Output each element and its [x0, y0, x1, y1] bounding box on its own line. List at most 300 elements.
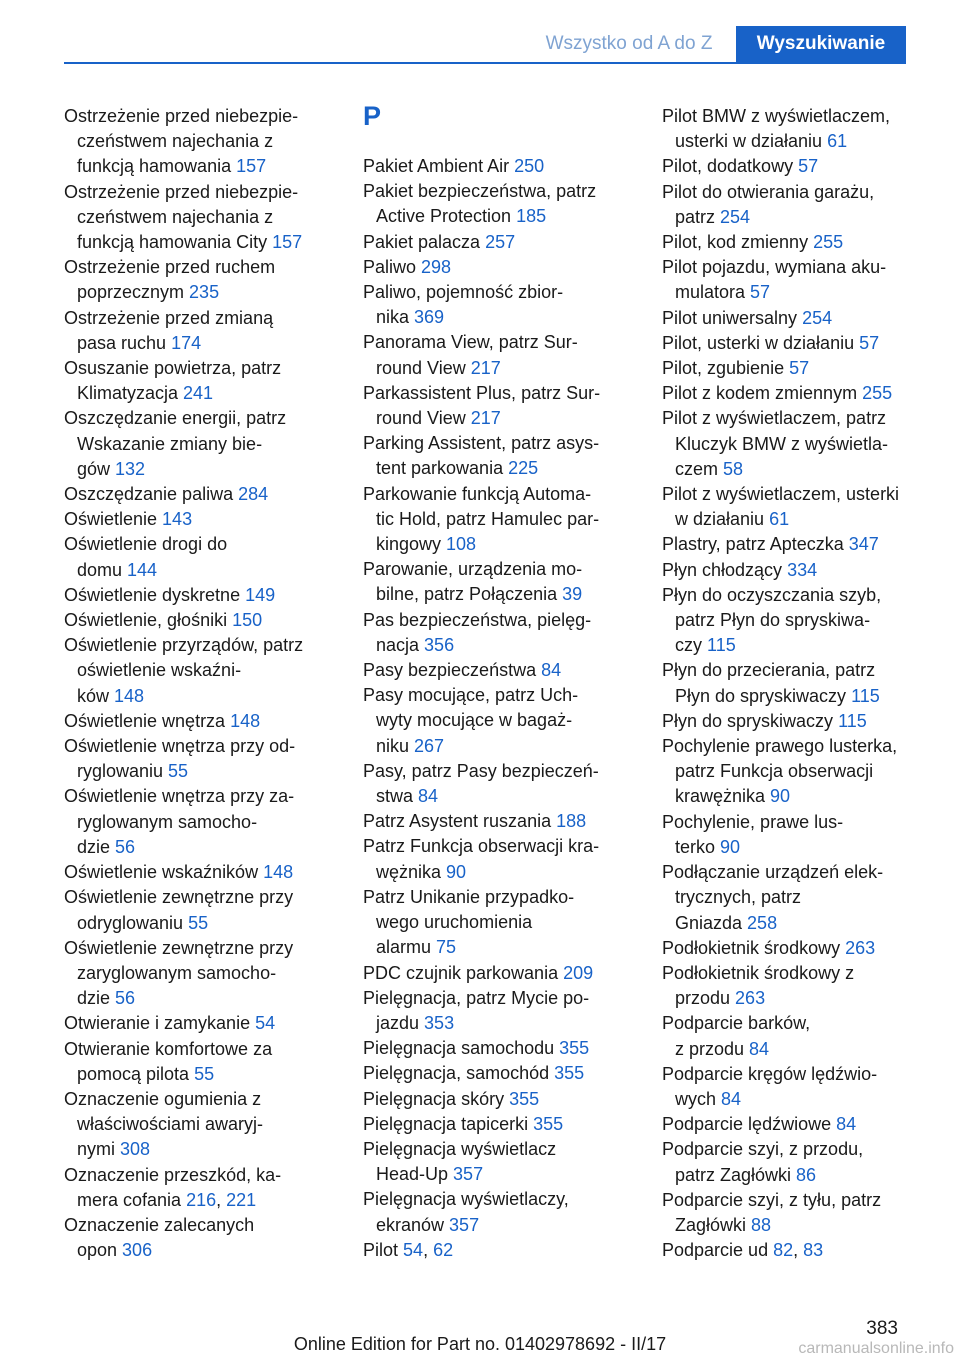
index-entry: [662, 306, 952, 331]
index-entry: [64, 1213, 339, 1263]
entry-text: Active Protection: [376, 206, 517, 227]
page-link[interactable]: 84: [418, 786, 439, 807]
index-entry: [64, 709, 339, 734]
page-link[interactable]: 357: [453, 1164, 484, 1185]
page-link[interactable]: 56: [115, 988, 136, 1009]
page-link[interactable]: 148: [114, 685, 145, 706]
entry-text: czeństwem najechania z: [77, 131, 274, 152]
entry-text: Pielęgnacja, patrz Mycie po-: [363, 987, 590, 1008]
entry-text: ryglowaniu: [77, 761, 169, 782]
entry-text: Pilot: [363, 1239, 404, 1260]
entry-text: Pilot, kod zmienny: [662, 232, 814, 253]
index-entry: [363, 1187, 643, 1237]
entry-text: Wskazanie zmiany bie-: [77, 433, 263, 454]
page-link[interactable]: 334: [787, 559, 818, 580]
entry-text: dzie: [77, 836, 116, 857]
page-link[interactable]: 258: [747, 912, 778, 933]
index-entry: [64, 507, 339, 532]
index-entry: [363, 759, 643, 809]
entry-text: ków: [77, 685, 115, 706]
entry-text: mera cofania: [77, 1189, 187, 1210]
entry-text: Oszczędzanie energii, patrz: [64, 408, 287, 429]
entry-text: wych: [675, 1088, 722, 1109]
page-link[interactable]: 61: [827, 131, 848, 152]
entry-text: trycznych, patrz: [675, 887, 802, 908]
page-link[interactable]: 57: [859, 332, 880, 353]
page-link[interactable]: 148: [230, 710, 261, 731]
entry-text: Pilot z kodem zmiennym: [662, 383, 863, 404]
entry-text: Osuszanie powietrza, patrz: [64, 358, 282, 379]
entry-text: Oznaczenie zalecanych: [64, 1214, 255, 1235]
page-link[interactable]: 355: [554, 1063, 585, 1084]
index-entry: [64, 583, 339, 608]
page-link[interactable]: 254: [802, 307, 833, 328]
entry-text: Oświetlenie drogi do: [64, 534, 228, 555]
entry-text: Oświetlenie wnętrza przy za-: [64, 786, 295, 807]
index-entry: [64, 532, 339, 582]
page-header: [0, 26, 960, 62]
entry-text: wężnika: [376, 861, 447, 882]
page-separator: ,: [423, 1239, 434, 1260]
page-link[interactable]: 174: [171, 332, 202, 353]
entry-text: Patrz Asystent ruszania: [363, 811, 557, 832]
index-entry: [662, 532, 952, 557]
index-entry: [662, 230, 952, 255]
entry-text: Płyn do spryskiwaczy: [675, 685, 852, 706]
entry-text: Oświetlenie zewnętrzne przy: [64, 887, 294, 908]
page-link[interactable]: 298: [421, 256, 452, 277]
entry-text: Pasy mocujące, patrz Uch-: [363, 685, 579, 706]
entry-text: oświetlenie wskaźni-: [77, 660, 242, 681]
page-link[interactable]: 369: [414, 307, 445, 328]
page-link[interactable]: 355: [509, 1088, 540, 1109]
page-link[interactable]: 57: [798, 156, 819, 177]
entry-text: PDC czujnik parkowania: [363, 962, 564, 983]
index-entry: [363, 482, 643, 558]
page-link[interactable]: 355: [533, 1113, 564, 1134]
page-link[interactable]: 75: [436, 937, 457, 958]
index-entry: [363, 608, 643, 658]
entry-text: Ostrzeżenie przed ruchem: [64, 257, 276, 278]
index-entry: [363, 557, 643, 607]
page-link[interactable]: 86: [796, 1164, 817, 1185]
watermark: carmanualsonline.info: [798, 1340, 954, 1357]
entry-text: Pakiet Ambient Air: [363, 156, 515, 176]
index-entry: [662, 356, 952, 381]
entry-text: Parkassistent Plus, patrz Sur-: [363, 382, 601, 403]
entry-text: Pakiet bezpieczeństwa, patrz: [363, 181, 597, 202]
index-entry: [662, 810, 952, 860]
index-entry: [662, 1112, 952, 1137]
entry-text: round View: [376, 357, 471, 378]
index-entry: [662, 860, 952, 936]
index-entry: [64, 406, 339, 482]
page-link[interactable]: 84: [541, 660, 562, 681]
index-entry: [363, 1137, 643, 1187]
index-entry: [363, 179, 643, 229]
page-link[interactable]: 255: [862, 383, 893, 404]
page-link[interactable]: 57: [750, 282, 771, 303]
page-link[interactable]: 54: [403, 1239, 424, 1260]
entry-text: bilne, patrz Połączenia: [376, 584, 563, 605]
entry-text: Zagłówki: [675, 1214, 752, 1235]
index-entry: [64, 734, 339, 784]
page-link[interactable]: 61: [769, 509, 790, 530]
entry-text: patrz Zagłówki: [675, 1164, 797, 1185]
entry-text: Parkowanie funkcją Automa-: [363, 483, 592, 504]
index-entry: [662, 180, 952, 230]
index-entry: [363, 1087, 643, 1112]
entry-text: Otwieranie komfortowe za: [64, 1038, 273, 1059]
page-link[interactable]: 90: [770, 786, 791, 807]
entry-text: usterki w działaniu: [675, 131, 828, 152]
section-letter: P: [363, 101, 382, 131]
index-entry: [662, 1238, 952, 1263]
index-entry: [662, 104, 952, 154]
entry-text: Ostrzeżenie przed niebezpie-: [64, 181, 299, 202]
entry-text: nymi: [77, 1139, 121, 1160]
page-link[interactable]: 115: [838, 710, 867, 731]
page-link[interactable]: 90: [720, 836, 741, 857]
entry-text: Parking Assistent, patrz asys-: [363, 433, 600, 454]
entry-text: Podłokietnik środkowy z: [662, 962, 855, 983]
page-link[interactable]: 188: [556, 811, 587, 832]
index-entry: [363, 986, 643, 1036]
entry-text: Pielęgnacja samochodu: [363, 1038, 560, 1059]
entry-text: patrz: [675, 206, 721, 227]
index-entry: [662, 709, 952, 734]
entry-text: Pilot z wyświetlaczem, patrz: [662, 408, 887, 429]
page-link[interactable]: 250: [514, 156, 545, 176]
footer-edition: Online Edition for Part no. 01402978692 - II/17: [293, 1334, 667, 1354]
entry-text: wyty mocujące w bagaż-: [376, 710, 573, 731]
entry-text: Płyn do przecierania, patrz: [662, 660, 876, 681]
page-link[interactable]: 150: [232, 610, 263, 631]
page-link[interactable]: 55: [188, 912, 209, 933]
entry-text: Ostrzeżenie przed niebezpie-: [64, 106, 299, 126]
index-entry: [363, 381, 643, 431]
entry-text: Płyn do spryskiwaczy: [662, 710, 839, 731]
index-entry: [64, 784, 339, 860]
entry-text: Pielęgnacja skóry: [363, 1088, 510, 1109]
page-link[interactable]: 157: [272, 232, 303, 253]
index-entry: [662, 1011, 952, 1061]
page-link[interactable]: 57: [789, 358, 810, 379]
page-link[interactable]: 56: [115, 836, 136, 857]
entry-text: Pielęgnacja wyświetlacz: [363, 1138, 557, 1159]
page-link[interactable]: 84: [721, 1088, 742, 1109]
page-link[interactable]: 284: [238, 484, 269, 505]
page-link[interactable]: 255: [813, 232, 844, 253]
page-link[interactable]: 108: [446, 534, 477, 555]
entry-text: Oznaczenie przeszkód, ka-: [64, 1164, 282, 1185]
index-entry: [662, 936, 952, 961]
entry-text: patrz Płyn do spryskiwa-: [675, 610, 871, 631]
page-link[interactable]: 157: [236, 156, 267, 177]
entry-text: jazdu: [376, 1012, 425, 1033]
entry-text: funkcją hamowania: [77, 156, 237, 177]
index-entry: [64, 104, 339, 180]
index-entry: [363, 885, 643, 961]
index-entry: [363, 1238, 643, 1263]
header-section-title: Wszystko od A do Z: [545, 33, 713, 54]
page-link[interactable]: 84: [836, 1114, 857, 1135]
page-link[interactable]: 254: [720, 206, 751, 227]
page-link[interactable]: 356: [424, 634, 455, 655]
page-link[interactable]: 221: [226, 1189, 257, 1210]
page-link[interactable]: 347: [848, 534, 879, 555]
entry-text: Podłokietnik środkowy: [662, 937, 846, 958]
entry-text: Podparcie kręgów lędźwio-: [662, 1063, 878, 1084]
index-entry: [363, 1112, 643, 1137]
entry-text: Pakiet palacza: [363, 231, 486, 252]
page-link[interactable]: 84: [749, 1038, 770, 1059]
page-link[interactable]: 263: [845, 937, 876, 958]
page-link[interactable]: 58: [723, 458, 744, 479]
entry-text: stwa: [376, 786, 419, 807]
entry-text: wego uruchomienia: [376, 912, 533, 933]
entry-text: Patrz Unikanie przypadko-: [363, 886, 575, 907]
entry-text: pomocą pilota: [77, 1063, 195, 1084]
index-entry: [363, 330, 643, 380]
index-entry: [363, 834, 643, 884]
index-entry: [662, 1188, 952, 1238]
index-entry: [662, 658, 952, 708]
page-link[interactable]: 225: [508, 458, 539, 479]
index-entry: [64, 633, 339, 709]
header-rule: [64, 62, 906, 64]
page-link[interactable]: 308: [120, 1139, 151, 1160]
page-link[interactable]: 353: [424, 1012, 455, 1033]
entry-text: Ostrzeżenie przed zmianą: [64, 307, 274, 328]
index-entry: [662, 583, 952, 659]
index-entry: [662, 1137, 952, 1187]
index-entry: [363, 280, 643, 330]
entry-text: Head-Up: [376, 1164, 454, 1185]
page-link[interactable]: 241: [183, 383, 214, 404]
entry-text: Patrz Funkcja obserwacji kra-: [363, 836, 600, 857]
index-entry: [64, 255, 339, 305]
entry-text: Podłączanie urządzeń elek-: [662, 862, 884, 883]
entry-text: Plastry, patrz Apteczka: [662, 534, 849, 555]
entry-text: Kluczyk BMW z wyświetla-: [675, 433, 889, 454]
entry-text: terko: [675, 836, 721, 857]
page-link[interactable]: 83: [803, 1240, 824, 1261]
page-separator: ,: [793, 1240, 804, 1261]
entry-text: Pilot, dodatkowy: [662, 156, 799, 177]
page-number: 383: [866, 1318, 898, 1339]
entry-text: alarmu: [376, 937, 437, 958]
page-link[interactable]: 149: [245, 584, 276, 605]
index-entry: [64, 1163, 339, 1213]
entry-text: Oświetlenie zewnętrzne przy: [64, 937, 294, 958]
page-link[interactable]: 39: [562, 584, 583, 605]
entry-text: Podparcie lędźwiowe: [662, 1114, 837, 1135]
index-entry: [363, 1061, 643, 1086]
entry-text: Oświetlenie wnętrza: [64, 710, 231, 731]
entry-text: round View: [376, 408, 471, 429]
index-entry: [64, 356, 339, 406]
page-link[interactable]: 216: [186, 1189, 217, 1210]
index-column-1: [64, 104, 339, 1263]
entry-text: Pochylenie, prawe lus-: [662, 811, 844, 832]
entry-text: z przodu: [675, 1038, 750, 1059]
entry-text: Podparcie szyi, z przodu,: [662, 1139, 864, 1160]
index-entry: [64, 1011, 339, 1036]
entry-text: Paliwo: [363, 256, 422, 277]
index-entry: [64, 180, 339, 256]
index-entry: [363, 961, 643, 986]
page-link[interactable]: 267: [414, 735, 445, 756]
entry-text: czem: [675, 458, 724, 479]
entry-text: Parowanie, urządzenia mo-: [363, 559, 583, 580]
index-entry: [64, 885, 339, 935]
index-entry: [662, 381, 952, 406]
entry-text: Pasy, patrz Pasy bezpieczeń-: [363, 760, 599, 781]
entry-text: właściwościami awaryj-: [77, 1114, 264, 1135]
page-link[interactable]: 144: [127, 559, 158, 580]
entry-text: Pilot z wyświetlaczem, usterki: [662, 484, 900, 505]
entry-text: Oświetlenie przyrządów, patrz: [64, 635, 304, 656]
entry-text: Pilot uniwersalny: [662, 307, 803, 328]
entry-text: Pochylenie prawego lusterka,: [662, 736, 898, 757]
entry-text: w działaniu: [675, 509, 770, 530]
entry-text: dzie: [77, 988, 116, 1009]
entry-text: Otwieranie i zamykanie: [64, 1013, 256, 1034]
index-entry: [662, 154, 952, 179]
entry-text: krawężnika: [675, 786, 771, 807]
entry-text: Pielęgnacja, samochód: [363, 1063, 555, 1084]
entry-text: tic Hold, patrz Hamulec par-: [376, 508, 600, 529]
page-link[interactable]: 115: [707, 635, 736, 656]
entry-text: Oświetlenie, głośniki: [64, 610, 233, 631]
page-link[interactable]: 82: [773, 1240, 794, 1261]
entry-text: kingowy: [376, 534, 447, 555]
index-entry: [662, 255, 952, 305]
index-entry: [363, 683, 643, 759]
entry-text: Podparcie szyi, z tyłu, patrz: [662, 1189, 882, 1210]
entry-text: Pielęgnacja wyświetlaczy,: [363, 1189, 569, 1210]
entry-text: ekranów: [376, 1214, 450, 1235]
page-link[interactable]: 235: [189, 282, 220, 303]
entry-text: Panorama View, patrz Sur-: [363, 332, 578, 353]
entry-text: Pasy bezpieczeństwa: [363, 660, 542, 681]
index-entry: [662, 331, 952, 356]
entry-text: gów: [77, 458, 116, 479]
index-entry: [363, 255, 643, 280]
entry-text: odryglowaniu: [77, 912, 189, 933]
index-entry: [363, 154, 643, 179]
page-link[interactable]: 143: [162, 509, 193, 530]
entry-text: Płyn do oczyszczania szyb,: [662, 584, 882, 605]
entry-text: funkcją hamowania City: [77, 232, 273, 253]
page-link[interactable]: 306: [122, 1240, 153, 1261]
page-link[interactable]: 115: [851, 685, 880, 706]
entry-text: poprzecznym: [77, 282, 190, 303]
entry-text: niku: [376, 735, 415, 756]
entry-text: Oznaczenie ogumienia z: [64, 1088, 262, 1109]
index-column-3: [662, 104, 952, 1263]
index-entry: [64, 936, 339, 1012]
page-separator: ,: [216, 1189, 227, 1210]
entry-text: Gniazda: [675, 912, 748, 933]
entry-text: Oszczędzanie paliwa: [64, 484, 239, 505]
index-entry: [64, 482, 339, 507]
entry-text: mulatora: [675, 282, 751, 303]
page-link[interactable]: 88: [751, 1214, 772, 1235]
entry-text: czeństwem najechania z: [77, 206, 274, 227]
page-link[interactable]: 355: [559, 1038, 590, 1059]
entry-text: opon: [77, 1240, 123, 1261]
entry-text: Paliwo, pojemność zbior-: [363, 282, 564, 303]
page-link[interactable]: 132: [115, 458, 146, 479]
index-entry: [662, 961, 952, 1011]
index-entry: [64, 608, 339, 633]
entry-text: Pilot pojazdu, wymiana aku-: [662, 257, 887, 278]
index-entry: [662, 482, 952, 532]
entry-text: pasa ruchu: [77, 332, 172, 353]
index-entry: [662, 406, 952, 482]
entry-text: Pilot, zgubienie: [662, 358, 790, 379]
entry-text: Pielęgnacja tapicerki: [363, 1113, 534, 1134]
entry-text: czy: [675, 635, 708, 656]
page-link[interactable]: 217: [470, 408, 501, 429]
entry-text: tent parkowania: [376, 458, 509, 479]
page-link[interactable]: 209: [563, 962, 594, 983]
index-column-2: [363, 101, 643, 1263]
entry-text: Oświetlenie wnętrza przy od-: [64, 736, 296, 757]
index-entry: [363, 230, 643, 255]
index-entry: [662, 1062, 952, 1112]
entry-text: Oświetlenie dyskretne: [64, 584, 246, 605]
page-link[interactable]: 54: [255, 1013, 276, 1034]
entry-text: Podparcie ud: [662, 1240, 774, 1261]
index-entry: [64, 860, 339, 885]
header-tab-search[interactable]: Wyszukiwanie: [736, 26, 906, 62]
entry-text: domu: [77, 559, 128, 580]
index-entry: [64, 306, 339, 356]
index-entry: [363, 431, 643, 481]
entry-text: nacja: [376, 634, 425, 655]
page-link[interactable]: 62: [433, 1239, 454, 1260]
index-entry: [64, 1037, 339, 1087]
index-entry: [64, 1087, 339, 1163]
entry-text: Pilot, usterki w działaniu: [662, 332, 860, 353]
page-link[interactable]: 148: [263, 862, 294, 883]
index-entry: [662, 558, 952, 583]
page-link[interactable]: 55: [194, 1063, 215, 1084]
entry-text: Podparcie barków,: [662, 1013, 811, 1034]
entry-text: zaryglowanym samocho-: [77, 962, 277, 983]
index-entry: [363, 658, 643, 683]
entry-text: przodu: [675, 988, 736, 1009]
page-link[interactable]: 90: [446, 861, 467, 882]
page-link[interactable]: 357: [449, 1214, 480, 1235]
entry-text: Pilot do otwierania garażu,: [662, 181, 875, 202]
page-link[interactable]: 55: [168, 761, 189, 782]
index-entry: [662, 734, 952, 810]
page-link[interactable]: 185: [516, 206, 547, 227]
page-link[interactable]: 257: [485, 231, 516, 252]
entry-text: ryglowanym samocho-: [77, 811, 258, 832]
entry-text: Klimatyzacja: [77, 383, 184, 404]
page-link[interactable]: 263: [735, 988, 766, 1009]
index-entry: [363, 809, 643, 834]
entry-text: Płyn chłodzący: [662, 559, 788, 580]
entry-text: patrz Funkcja obserwacji: [675, 761, 874, 782]
entry-text: Oświetlenie wskaźników: [64, 862, 264, 883]
page-link[interactable]: 217: [470, 357, 501, 378]
